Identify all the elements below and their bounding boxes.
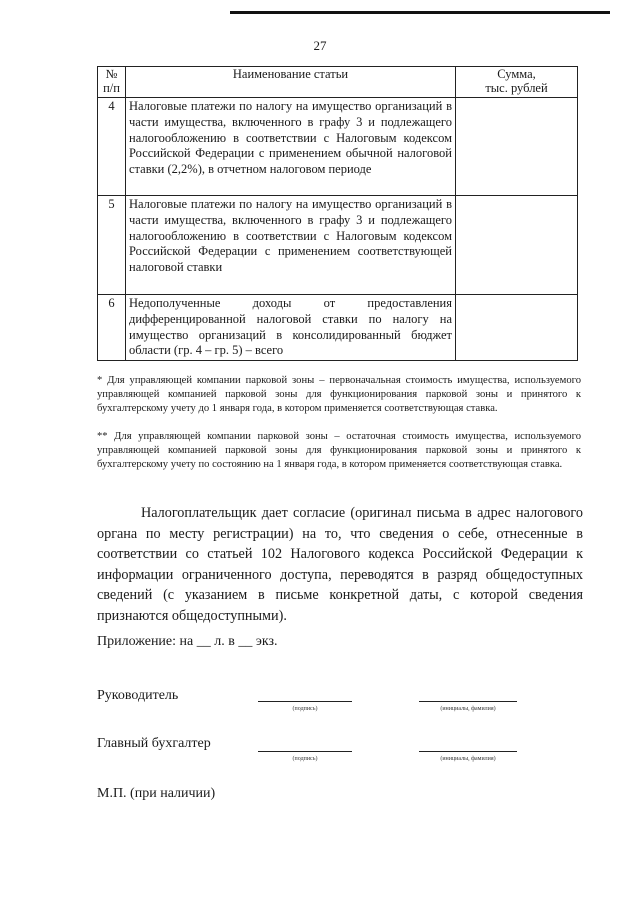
row-sum (456, 98, 578, 196)
accountant-label: Главный бухгалтер (97, 736, 211, 751)
stamp-place: М.П. (при наличии) (97, 786, 216, 801)
footnote-1: * Для управляющей компании парковой зоны – первоначальная стоимость имущества, используемого управляющей компанией парковой зоны для функционирования парковой зоны и принятого к бухгалтерскому учету до 1 января года, в котором применяется соответствующая ставка. (97, 375, 581, 414)
consent-paragraph: Налогоплательщик дает согласие (оригинал письма в адрес налогового органа по месту регистрации) на то, что сведения о себе, отнесенные в соответствии со статьей 102 Налогового кодекса Российской Федерации к информации ограниченного доступа, переводятся в разряд общедоступных сведений (с указанием в письме конкретной даты, с которой сведения признаются общедоступными). (97, 505, 583, 624)
head-name-line (419, 701, 517, 702)
table-header-row (98, 67, 578, 98)
row-sum (456, 196, 578, 295)
row-name: Налоговые платежи по налогу на имущество организаций в части имущества, включенного в графу 3 и подлежащего налогообложению в соответствии с Налоговым кодексом Российской Федерации с применением обычной налоговой ставки (2,2%), в отчетном налоговом периоде (126, 98, 456, 196)
head-signature-line (258, 701, 352, 702)
header-name: Наименование статьи (126, 67, 456, 98)
row-name: Налоговые платежи по налогу на имущество организаций в части имущества, включенного в графу 3 и подлежащего налогообложению в соответствии с Налоговым кодексом Российской Федерации с применением соответствующей налоговой ставки (126, 196, 456, 295)
head-name-caption: (инициалы, фамилия) (440, 706, 496, 712)
header-num: № п/п (98, 67, 126, 98)
top-rule (230, 11, 610, 14)
header-sum (456, 67, 578, 98)
tax-table (97, 66, 578, 361)
accountant-signature-line (258, 751, 352, 752)
head-label: Руководитель (97, 688, 179, 703)
row-number: 4 (98, 98, 126, 196)
accountant-name-caption: (инициалы, фамилия) (440, 756, 496, 762)
accountant-signature-caption: (подпись) (292, 756, 318, 762)
head-signature-caption: (подпись) (292, 706, 318, 712)
row-number: 5 (98, 196, 126, 295)
header-sum-line1: Сумма, (497, 67, 536, 81)
page-number: 27 (313, 38, 327, 53)
row-name: Недополученные доходы от предоставления дифференцированной налоговой ставки по налогу на имущество организаций в консолидированный бюджет области (гр. 4 – гр. 5) – всего (126, 295, 456, 361)
accountant-name-line (419, 751, 517, 752)
table-row (98, 98, 578, 196)
appendix-line: Приложение: на __ л. в __ экз. (97, 634, 278, 649)
table-row (98, 295, 578, 361)
footnote-2: ** Для управляющей компании парковой зоны – остаточная стоимость имущества, используемого управляющей компанией парковой зоны для функционирования парковой зоны и принятого к бухгалтерскому учету по состоянию на 1 января года, в котором применяется соответствующая ставка. (97, 431, 581, 470)
header-sum-line2: тыс. рублей (485, 81, 548, 95)
row-sum (456, 295, 578, 361)
row-number: 6 (98, 295, 126, 361)
table-row (98, 196, 578, 295)
